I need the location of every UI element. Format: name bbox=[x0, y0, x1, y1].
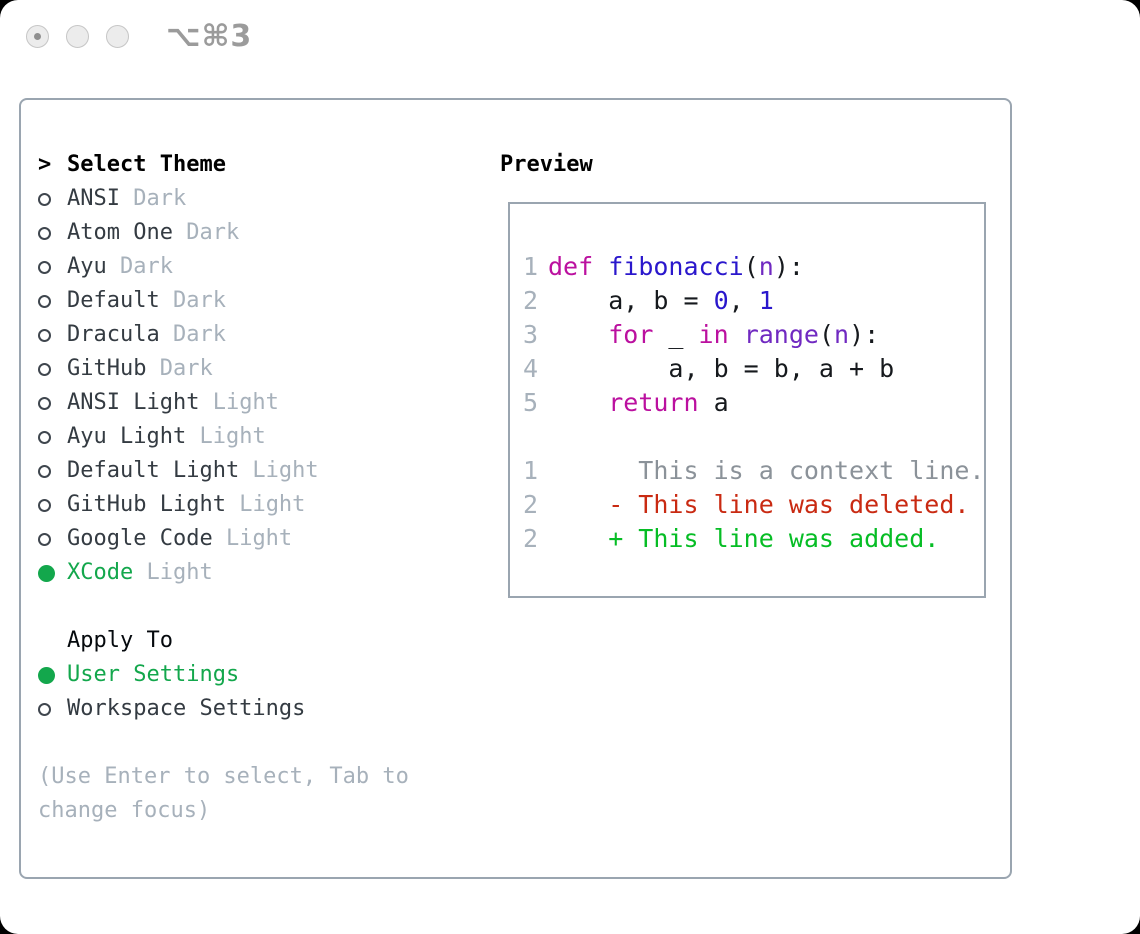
help-line: (Use Enter to select, Tab to bbox=[38, 764, 409, 789]
radio-icon bbox=[38, 431, 51, 444]
radio-marker bbox=[38, 533, 67, 546]
token-number: 1 bbox=[758, 286, 774, 315]
code-text bbox=[548, 318, 879, 352]
window-minimize-button[interactable] bbox=[66, 25, 89, 48]
code-line bbox=[523, 284, 984, 318]
token-plain: , bbox=[728, 286, 759, 315]
apply-option-label: User Settings bbox=[67, 662, 240, 687]
theme-label bbox=[67, 522, 292, 556]
line-number: 2 bbox=[523, 524, 539, 553]
theme-name: Google Code bbox=[67, 526, 213, 551]
radio-marker bbox=[38, 499, 67, 512]
theme-option[interactable] bbox=[38, 318, 488, 352]
token-plain: a, b = bbox=[548, 286, 714, 315]
theme-option[interactable] bbox=[38, 522, 488, 556]
diff-line bbox=[523, 454, 984, 488]
preview-header-row bbox=[500, 148, 593, 182]
line-number: 5 bbox=[523, 388, 539, 417]
theme-name: Ayu bbox=[67, 254, 107, 279]
theme-option[interactable] bbox=[38, 216, 488, 250]
token-plain: ): bbox=[773, 252, 804, 281]
radio-selected-icon bbox=[38, 565, 55, 582]
token-plain bbox=[548, 320, 608, 349]
radio-icon bbox=[38, 363, 51, 376]
theme-variant: Light bbox=[133, 560, 213, 585]
spacer bbox=[38, 590, 488, 624]
token-keyword: return bbox=[608, 388, 699, 417]
theme-option[interactable] bbox=[38, 250, 488, 284]
apply-to-title: Apply To bbox=[67, 628, 173, 653]
help-text bbox=[38, 760, 488, 828]
radio-marker bbox=[38, 703, 67, 716]
window-zoom-button[interactable] bbox=[106, 25, 129, 48]
token-number: 0 bbox=[713, 286, 729, 315]
window-shortcut-label: ⌥⌘3 bbox=[166, 19, 253, 54]
theme-label bbox=[67, 420, 266, 454]
theme-name: Default bbox=[67, 288, 160, 313]
radio-icon bbox=[38, 397, 51, 410]
theme-label bbox=[67, 216, 239, 250]
theme-label bbox=[67, 556, 213, 590]
theme-name: Dracula bbox=[67, 322, 160, 347]
theme-variant: Dark bbox=[146, 356, 213, 381]
token-params: n bbox=[758, 252, 774, 281]
radio-icon bbox=[38, 465, 51, 478]
code-line bbox=[523, 250, 984, 284]
token-keyword: for bbox=[608, 320, 654, 349]
theme-name: ANSI Light bbox=[67, 390, 200, 415]
theme-picker-panel bbox=[19, 98, 1012, 879]
apply-to-list bbox=[38, 658, 488, 726]
token-keyword: in bbox=[698, 320, 729, 349]
theme-option[interactable] bbox=[38, 352, 488, 386]
theme-label bbox=[67, 250, 173, 284]
code-line bbox=[523, 352, 984, 386]
theme-name: Default Light bbox=[67, 458, 240, 483]
select-theme-header bbox=[38, 148, 488, 182]
radio-marker bbox=[38, 193, 67, 206]
theme-variant: Dark bbox=[159, 322, 226, 347]
token-plain bbox=[593, 252, 608, 281]
theme-option[interactable] bbox=[38, 386, 488, 420]
theme-name: GitHub bbox=[67, 356, 147, 381]
radio-icon bbox=[38, 703, 51, 716]
theme-variant: Dark bbox=[172, 220, 240, 245]
radio-icon bbox=[38, 329, 51, 342]
preview-box bbox=[508, 202, 986, 598]
diff-text-added: + This line was added. bbox=[548, 524, 940, 553]
radio-marker bbox=[38, 431, 67, 444]
theme-variant: Light bbox=[186, 424, 266, 449]
radio-icon bbox=[38, 261, 51, 274]
radio-marker bbox=[38, 397, 67, 410]
token-plain bbox=[548, 388, 608, 417]
code-line bbox=[523, 386, 984, 420]
apply-option[interactable] bbox=[38, 692, 488, 726]
diff-preview bbox=[523, 454, 984, 556]
token-plain: a bbox=[698, 388, 729, 417]
prompt-icon: > bbox=[38, 152, 52, 177]
theme-label bbox=[67, 182, 186, 216]
token-keyword: def bbox=[548, 252, 594, 281]
token-plain: ( bbox=[743, 252, 759, 281]
radio-icon bbox=[38, 227, 51, 240]
theme-name: ANSI bbox=[67, 186, 120, 211]
theme-label bbox=[67, 454, 319, 488]
theme-variant: Light bbox=[239, 458, 319, 483]
radio-selected-icon bbox=[38, 667, 55, 684]
theme-label bbox=[67, 488, 305, 522]
active-dot-icon bbox=[34, 33, 41, 40]
help-line: change focus) bbox=[38, 798, 211, 823]
diff-text-deleted: - This line was deleted. bbox=[548, 490, 970, 519]
theme-option[interactable] bbox=[38, 454, 488, 488]
code-text bbox=[548, 284, 774, 318]
theme-list bbox=[38, 182, 488, 590]
apply-option-label: Workspace Settings bbox=[67, 696, 306, 721]
apply-to-header-row bbox=[38, 624, 488, 658]
select-theme-title: Select Theme bbox=[67, 152, 226, 177]
theme-column bbox=[38, 148, 488, 828]
diff-line bbox=[523, 522, 984, 556]
code-text bbox=[548, 352, 894, 386]
spacer bbox=[38, 726, 488, 760]
line-number: 1 bbox=[523, 252, 539, 281]
code-preview bbox=[523, 250, 984, 420]
theme-variant: Light bbox=[225, 492, 306, 517]
diff-line bbox=[523, 488, 984, 522]
theme-label bbox=[67, 352, 213, 386]
window-close-button[interactable] bbox=[26, 25, 49, 48]
theme-label bbox=[67, 318, 226, 352]
theme-variant: Dark bbox=[159, 288, 226, 313]
radio-icon bbox=[38, 193, 51, 206]
theme-label bbox=[67, 284, 226, 318]
theme-name: XCode bbox=[67, 560, 134, 585]
theme-option[interactable] bbox=[38, 182, 488, 216]
token-plain: ): bbox=[849, 320, 880, 349]
theme-name: Ayu Light bbox=[67, 424, 187, 449]
code-line bbox=[523, 318, 984, 352]
titlebar bbox=[0, 0, 1140, 98]
code-text bbox=[548, 250, 804, 284]
radio-marker bbox=[38, 329, 67, 342]
token-builtin: range bbox=[743, 320, 819, 349]
line-number: 4 bbox=[523, 354, 539, 383]
theme-option[interactable] bbox=[38, 556, 488, 590]
line-number: 1 bbox=[523, 456, 539, 485]
diff-text-context: This is a context line. bbox=[548, 456, 985, 485]
radio-marker bbox=[38, 667, 67, 684]
spacer bbox=[523, 420, 984, 454]
theme-variant: Light bbox=[212, 526, 293, 551]
token-plain: _ bbox=[653, 320, 699, 349]
theme-option[interactable] bbox=[38, 488, 488, 522]
preview-title: Preview bbox=[500, 152, 593, 177]
code-text bbox=[548, 386, 729, 420]
line-number: 2 bbox=[523, 490, 539, 519]
theme-name: Atom One bbox=[67, 220, 173, 245]
theme-option[interactable] bbox=[38, 420, 488, 454]
token-plain: a, b = b, a + b bbox=[548, 354, 895, 383]
token-title: fibonacci bbox=[608, 252, 744, 281]
traffic-lights bbox=[26, 25, 129, 48]
theme-variant: Light bbox=[199, 390, 279, 415]
theme-name: GitHub Light bbox=[67, 492, 226, 517]
theme-variant: Dark bbox=[106, 254, 173, 279]
apply-option[interactable] bbox=[38, 658, 488, 692]
token-params: n bbox=[834, 320, 850, 349]
radio-icon bbox=[38, 533, 51, 546]
radio-marker bbox=[38, 295, 67, 308]
radio-marker bbox=[38, 565, 67, 582]
radio-marker bbox=[38, 227, 67, 240]
theme-label bbox=[67, 386, 279, 420]
line-number: 3 bbox=[523, 320, 539, 349]
theme-option[interactable] bbox=[38, 284, 488, 318]
radio-marker bbox=[38, 261, 67, 274]
radio-icon bbox=[38, 499, 51, 512]
token-plain: ( bbox=[818, 320, 835, 349]
radio-marker bbox=[38, 363, 67, 376]
line-number: 2 bbox=[523, 286, 539, 315]
theme-variant: Dark bbox=[119, 186, 187, 211]
token-plain bbox=[729, 320, 744, 349]
radio-icon bbox=[38, 295, 51, 308]
radio-marker bbox=[38, 465, 67, 478]
